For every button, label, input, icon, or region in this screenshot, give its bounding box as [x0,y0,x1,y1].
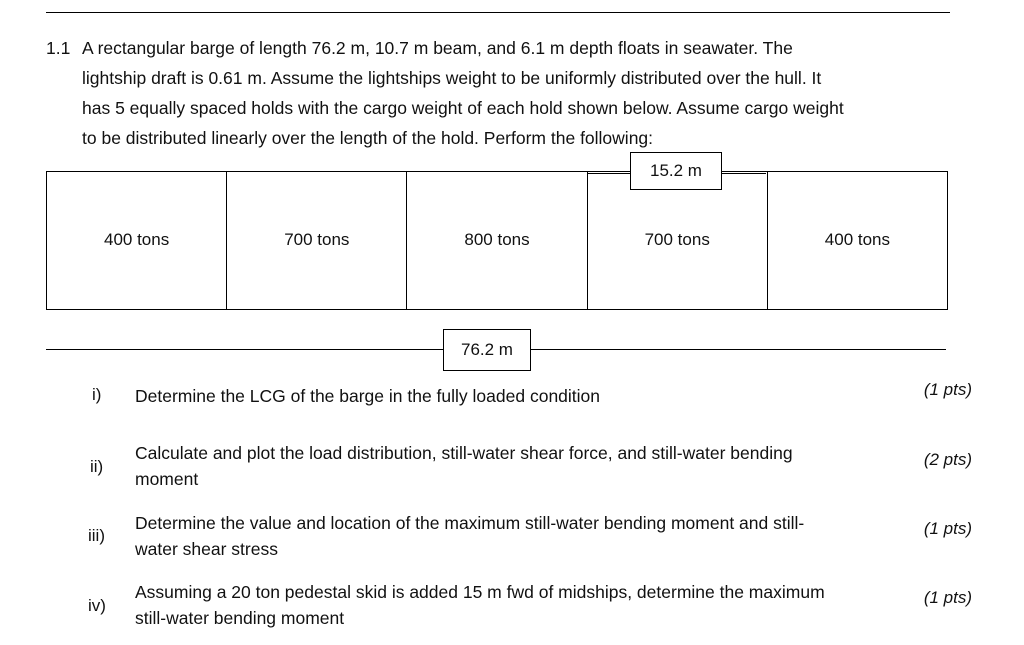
question-4-points: (1 pts) [923,588,972,607]
problem-line-4: to be distributed linearly over the length of the hold. Perform the following: [82,128,654,148]
question-2-points: (2 pts) [923,450,972,469]
hold-3 [407,172,587,309]
problem-line-1: A rectangular barge of length 76.2 m, 10.7 m beam, and 6.1 m depth floats in seawater. The [82,38,793,58]
question-3-text: Determine the value and location of the maximum still-water bending moment and still-water shear stress [135,513,805,559]
question-1-points: (1 pts) [923,380,972,399]
hold-5 [768,172,947,309]
barge-length-label: 76.2 m [443,329,531,371]
question-4-text: Assuming a 20 ton pedestal skid is added 15 m fwd of midships, determine the maximum still-water bending moment [135,582,825,628]
hold-4-weight: 700 tons [644,229,710,249]
hold-5-weight: 400 tons [824,229,891,249]
question-3-points: (1 pts) [923,519,972,538]
hold-1 [47,172,227,309]
question-2-text: Calculate and plot the load distribution, still-water shear force, and still-water bending moment [135,443,793,489]
problem-line-2: lightship draft is 0.61 m. Assume the lightships weight to be uniformly distributed over the hull. It [82,68,822,88]
hold-3-weight: 800 tons [464,229,530,249]
hold-2 [227,172,407,309]
problem-line-3: has 5 equally spaced holds with the cargo weight of each hold shown below. Assume cargo weight [82,98,844,118]
question-1-text: Determine the LCG of the barge in the fully loaded condition [135,386,601,406]
question-1-number: i) [92,385,102,404]
hold-2-weight: 700 tons [284,229,350,249]
question-4-number: iv) [88,596,106,615]
top-rule [46,12,950,13]
question-3-number: iii) [88,526,105,545]
hold-1-weight: 400 tons [103,229,170,249]
question-2-number: ii) [90,457,104,476]
hold-4 [588,172,768,309]
problem-number: 1.1 [46,38,71,58]
barge-holds-diagram [46,171,948,310]
hold-length-label: 15.2 m [630,152,722,190]
